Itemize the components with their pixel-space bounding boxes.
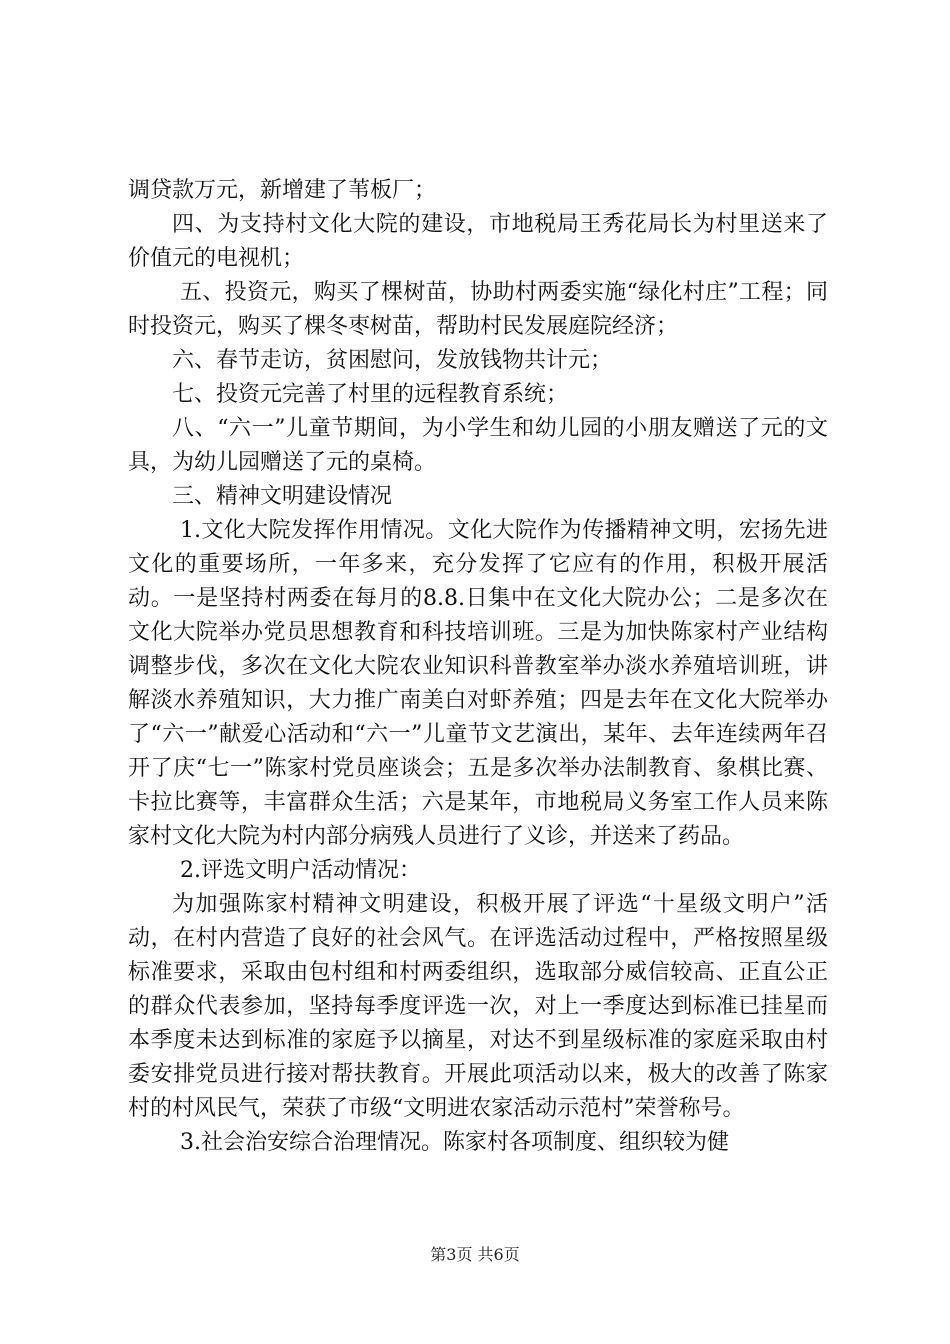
- paragraph-item-6: 六、春节走访，贫困慰问，发放钱物共计元；: [172, 348, 613, 373]
- paragraph-civilized-households: 为加强陈家村精神文明建设，积极开展了评选“十星级文明户”活动，在村内营造了良好的社会风气。在评选活动过程中，严格按照星级标准要求，采取由包村组和村两委组织，选取部分威信较高、正直公正的群众代表参加，坚持每季度评选一次，对上一季度达到标准已挂星而本季度未达到标准的家庭予以摘星，对达不到星级标准的家庭采取由村委安排党员进行接对帮扶教育。开展此项活动以来，极大的改善了陈家村的村风民气，荣获了市级“文明进农家活动示范村”荣誉称号。: [128, 892, 828, 1121]
- document-body: [128, 174, 828, 1160]
- page-number-footer: 第3页 共6页: [430, 1245, 520, 1264]
- paragraph-continuation: 调贷款万元，新增建了苇板厂；: [128, 178, 437, 203]
- paragraph-public-security: 3.社会治安综合治理情况。陈家村各项制度、组织较为健: [180, 1130, 729, 1155]
- paragraph-item-5: 五、投资元，购买了棵树苗，协助村两委实施“绿化村庄”工程；同时投资元，购买了棵冬枣树苗，帮助村民发展庭院经济；: [128, 280, 828, 339]
- paragraph-culture-courtyard: 1.文化大院发挥作用情况。文化大院作为传播精神文明，宏扬先进文化的重要场所，一年多来，充分发挥了它应有的作用，积极开展活动。一是坚持村两委在每月的8.8.日集中在文化大院办公；二是多次在文化大院举办党员思想教育和科技培训班。三是为加快陈家村产业结构调整步伐，多次在文化大院农业知识科普教室举办淡水养殖培训班，讲解淡水养殖知识，大力推广南美白对虾养殖；四是去年在文化大院举办了“六一”献爱心活动和“六一”儿童节文艺演出，某年、去年连续两年召开了庆“七一”陈家村党员座谈会；五是多次举办法制教育、象棋比赛、卡拉比赛等，丰富群众生活；六是某年，市地税局义务室工作人员来陈家村文化大院为村内部分病残人员进行了义诊，并送来了药品。: [128, 518, 828, 849]
- paragraph-item-4: 四、为支持村文化大院的建设，市地税局王秀花局长为村里送来了价值元的电视机；: [128, 212, 828, 271]
- paragraph-item-8: 八、“六一”儿童节期间，为小学生和幼儿园的小朋友赠送了元的文具，为幼儿园赠送了元的桌椅。: [128, 416, 828, 475]
- section-heading-3: 三、精神文明建设情况: [172, 484, 393, 509]
- subheading-civilized-households: 2.评选文明户活动情况：: [180, 858, 421, 883]
- paragraph-item-7: 七、投资元完善了村里的远程教育系统；: [172, 382, 569, 407]
